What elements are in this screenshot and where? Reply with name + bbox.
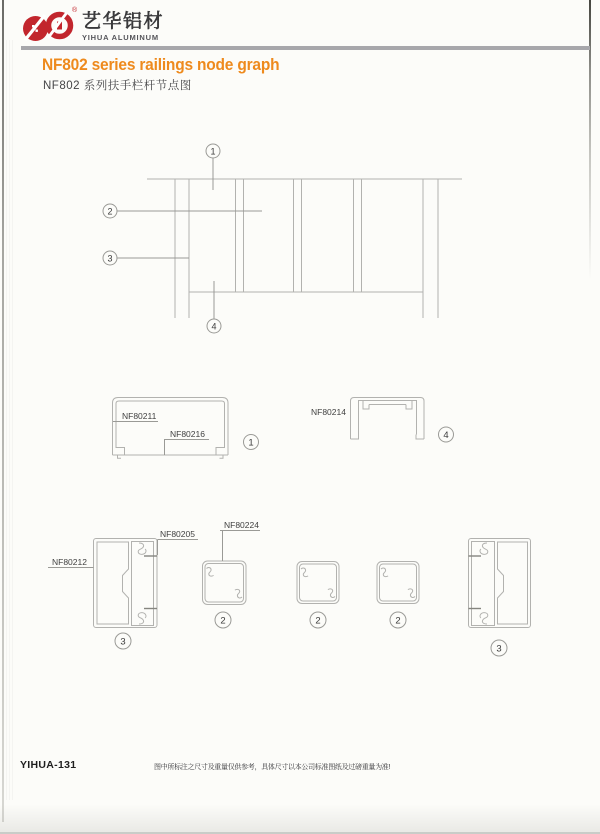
callout-4 [207, 281, 221, 333]
company-name-en: YIHUA ALUMINUM [82, 33, 159, 42]
profile-label-nf80224: NF80224 [224, 520, 259, 530]
handrail-outer-wall [113, 398, 229, 456]
channel-foot [351, 435, 359, 440]
profile-label-nf80212: NF80212 [52, 557, 87, 567]
figure-callout-number: 1 [248, 437, 254, 449]
callout-number: 1 [210, 146, 216, 157]
post-profile-right-figure [469, 539, 531, 657]
figure-callout-number: 2 [395, 615, 401, 627]
handrail-profile-figure [113, 398, 259, 459]
figure-callout-number: 2 [220, 615, 226, 627]
square-curl-detail [328, 589, 335, 598]
post-main-chamber [97, 542, 129, 624]
company-name-zh: 艺华铝材 [82, 11, 165, 32]
series-title-en: NF802 series railings node graph [42, 56, 280, 75]
square-curl-detail [235, 589, 242, 598]
handrail-clip [216, 448, 225, 455]
callout-number: 4 [211, 321, 217, 332]
callout-number: 3 [107, 253, 113, 264]
callout-number: 2 [107, 206, 113, 217]
callout-3 [103, 251, 189, 265]
channel-inner-wall [359, 401, 417, 435]
square-curl-detail [301, 568, 308, 577]
square-curl-detail [408, 589, 415, 598]
profile-label-nf80211: NF80211 [122, 411, 157, 421]
square-profile-c-figure [377, 562, 419, 629]
callout-2 [103, 204, 262, 218]
channel-profile-figure [311, 398, 454, 443]
footer-disclaimer: 图中所标注之尺寸及重量仅供参考，具体尺寸以本公司标准图纸及过磅重量为准! [154, 764, 391, 771]
post-curl-detail [138, 543, 146, 554]
profile-label-nf80216: NF80216 [170, 429, 205, 439]
railing-elevation-drawing [147, 179, 462, 318]
figure-callout-number: 4 [443, 430, 449, 441]
post-outer-wall [469, 539, 531, 628]
handrail-inner-wall [116, 401, 225, 448]
square-profile-b-figure [297, 562, 339, 629]
post-profile-left-figure [48, 529, 198, 649]
post-outer-wall [94, 539, 158, 628]
figure-callout-number: 3 [120, 636, 126, 648]
channel-tab [363, 401, 369, 410]
handrail-clip [116, 448, 125, 455]
channel-tab [406, 401, 412, 410]
series-title-zh: NF802 系列扶手栏杆节点图 [43, 80, 192, 92]
profile-label-nf80214: NF80214 [311, 407, 346, 417]
profile-label-nf80205: NF80205 [160, 529, 195, 539]
callout-1 [206, 144, 220, 190]
post-curl-detail [480, 613, 488, 624]
square-curl-detail [381, 568, 388, 577]
post-main-chamber [498, 542, 528, 624]
post-curl-detail [480, 543, 488, 554]
channel-foot [416, 435, 424, 440]
channel-outer-wall [351, 398, 425, 440]
page-code: YIHUA-131 [20, 759, 77, 771]
square-curl-detail [207, 568, 214, 577]
figure-callout-number: 3 [496, 643, 502, 655]
square-profile-a-figure [203, 520, 261, 628]
registered-trademark: ® [72, 7, 78, 14]
post-curl-detail [138, 613, 146, 624]
elevation-callouts [103, 144, 262, 333]
figure-callout-number: 2 [315, 615, 321, 627]
